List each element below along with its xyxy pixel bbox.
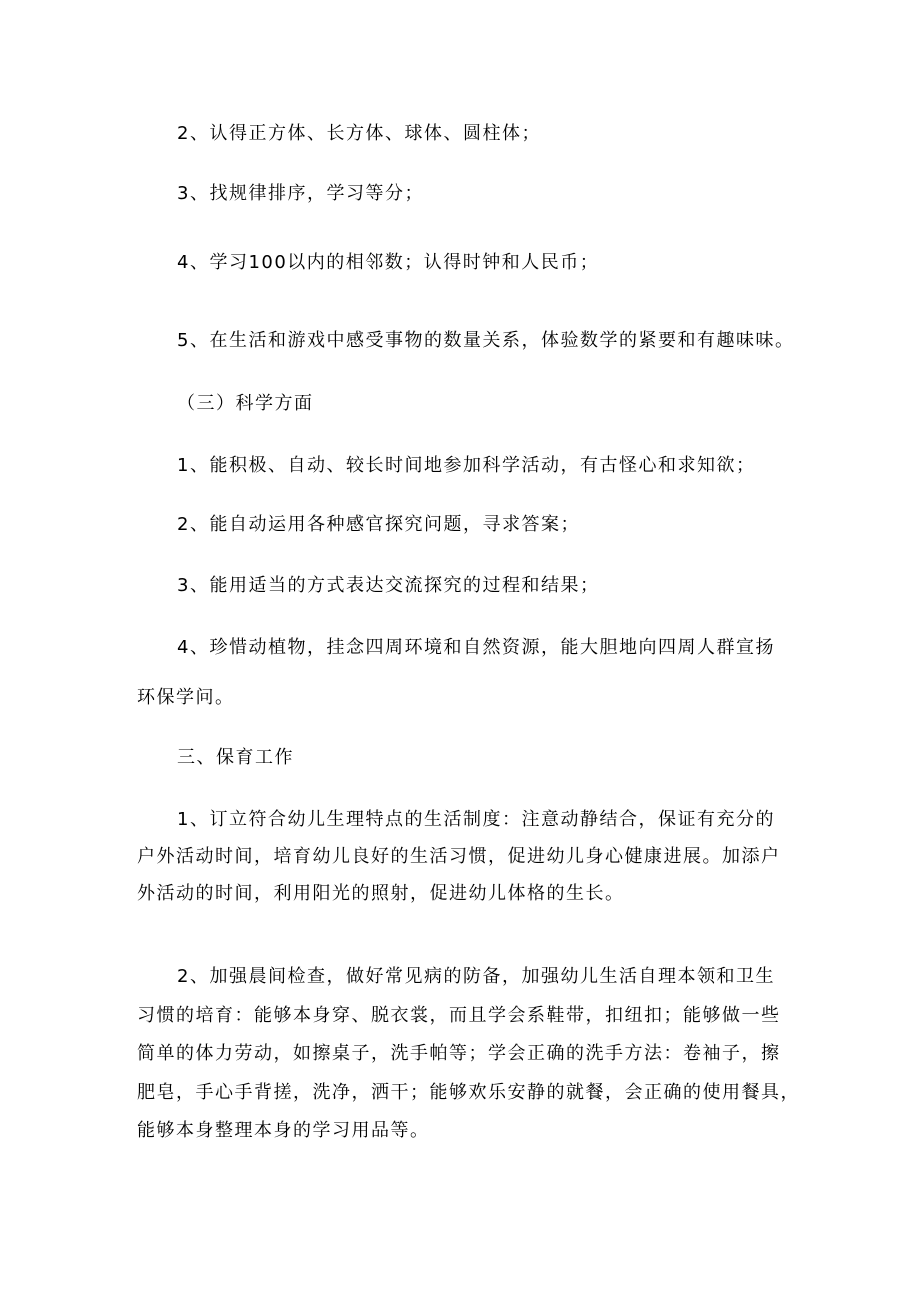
list-item-text: 4、学习100以内的相邻数；认得时钟和人民币；: [177, 252, 600, 273]
paragraph-care-1: [137, 801, 797, 912]
list-item-shapes: [177, 116, 837, 152]
list-item-text: 3、能用适当的方式表达交流探究的过程和结果；: [177, 575, 600, 596]
list-item-science-4: [177, 630, 837, 666]
heading-text: （三）科学方面: [177, 393, 314, 414]
list-item-science-3: [177, 568, 837, 604]
list-item-text: 4、珍惜动植物，挂念四周环境和自然资源，能大胆地向四周人群宣扬: [177, 637, 775, 658]
list-item-numbers: [177, 245, 837, 281]
list-item-science-4-continued: [137, 680, 797, 716]
paragraph-line: 习惯的培育：能够本身穿、脱衣裳，而且学会系鞋带，扣纽扣；能够做一些: [137, 1004, 781, 1026]
paragraph-line: 能够本身整理本身的学习用品等。: [137, 1120, 430, 1141]
section-heading-care: [177, 740, 837, 776]
paragraph-line: 户外活动时间，培育幼儿良好的生活习惯，促进幼儿身心健康进展。加添户: [137, 846, 781, 867]
paragraph-care-2: [137, 958, 800, 1151]
list-item-text: 3、找规律排序，学习等分；: [177, 183, 424, 204]
heading-text: 三、保育工作: [177, 747, 294, 768]
paragraph-line: 肥皂，手心手背搓，洗净，洒干；能够欢乐安静的就餐，会正确的使用餐具，: [137, 1081, 800, 1103]
list-item-text: 5、在生活和游戏中感受事物的数量关系，体验数学的紧要和有趣味味。: [177, 330, 795, 351]
paragraph-line: 外活动的时间，利用阳光的照射，促进幼儿体格的生长。: [137, 883, 625, 904]
list-item-text: 1、能积极、自动、较长时间地参加科学活动，有古怪心和求知欲；: [177, 455, 756, 476]
section-heading-science: [177, 386, 837, 422]
list-item-text: 2、能自动运用各种感官探究问题，寻求答案；: [177, 514, 580, 535]
list-item-science-1: [177, 448, 837, 484]
paragraph-line: 简单的体力劳动，如擦桌子，洗手帕等；学会正确的洗手方法：卷袖子，擦: [137, 1043, 781, 1064]
paragraph-line: 2、加强晨间检查，做好常见病的防备，加强幼儿生活自理本领和卫生: [177, 966, 775, 987]
list-item-text: 环保学问。: [137, 687, 235, 708]
list-item-science-2: [177, 507, 837, 543]
list-item-text: 2、认得正方体、长方体、球体、圆柱体；: [177, 123, 541, 144]
paragraph-line: 1、订立符合幼儿生理特点的生活制度：注意动静结合，保证有充分的: [177, 809, 775, 830]
list-item-patterns: [177, 176, 837, 212]
list-item-quantity: [177, 323, 837, 359]
